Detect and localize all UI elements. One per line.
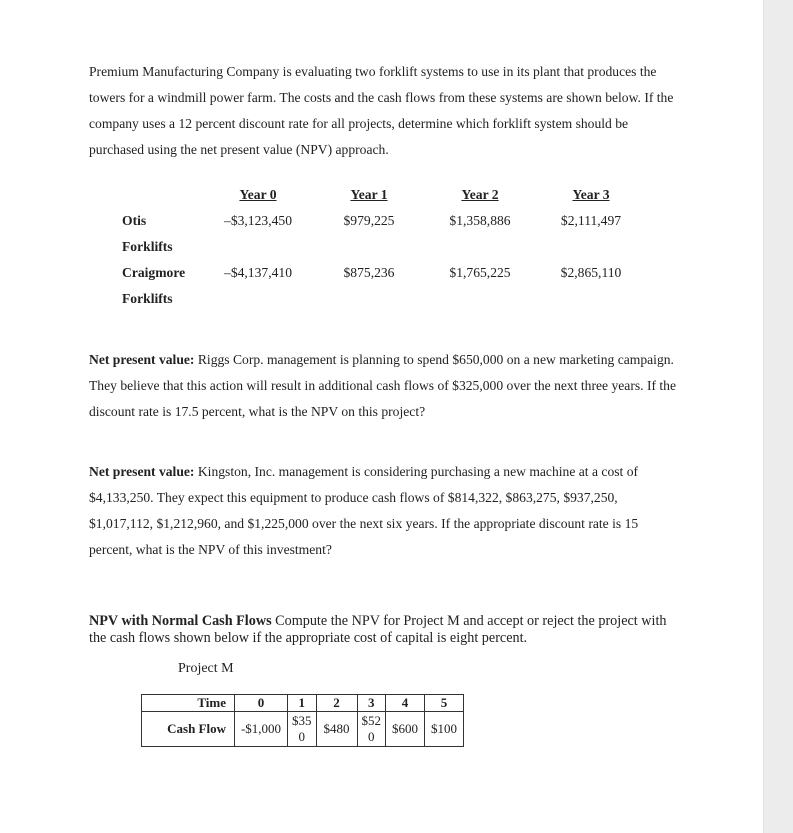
- time-cell: 0: [235, 695, 288, 712]
- vertical-scrollbar[interactable]: [763, 0, 793, 833]
- header-year-0: Year 0: [239, 187, 277, 202]
- cash-flow-value-wrap: 0: [368, 729, 375, 744]
- otis-year-1: $979,225: [343, 213, 395, 228]
- problem-1-text: Premium Manufacturing Company is evaluating two forklift systems to use in its plant that produces the towers for a windmill power farm. The costs and the cash flows from these systems are shown below. If the company uses a 12 percent discount rate for all projects, determine which forklift system should be purchased using the net present value (NPV) approach.: [89, 64, 674, 157]
- time-cell: 3: [357, 695, 386, 712]
- otis-year-3: $2,111,497: [560, 213, 622, 228]
- time-cell: 5: [425, 695, 464, 712]
- cash-flow-value: $480: [323, 721, 350, 736]
- cash-flow-value-wrap: 0: [298, 729, 305, 744]
- cash-flow-value: $52: [361, 713, 381, 728]
- time-cell: 4: [386, 695, 425, 712]
- cash-flow-cell: [357, 712, 386, 747]
- craigmore-year-1: $875,236: [343, 265, 395, 280]
- craigmore-year-3: $2,865,110: [560, 265, 622, 280]
- otis-year-0: –$3,123,450: [224, 213, 292, 228]
- problem-3-paragraph: [89, 459, 679, 563]
- problem-4-text: Compute the NPV for Project M and accept or reject the project with the cash flows shown below if the appropriate cost of capital is eight percent.: [89, 613, 667, 646]
- cash-flow-cell: [316, 712, 357, 747]
- problem-1-paragraph: [89, 59, 679, 163]
- cash-flow-cell: [235, 712, 288, 747]
- cash-flow-cell: [288, 712, 317, 747]
- problem-4-title: NPV with Normal Cash Flows: [89, 613, 272, 629]
- problem-3-text: Kingston, Inc. management is considering purchasing a new machine at a cost of $4,133,250. They expect this equipment to produce cash flows of $814,322, $863,275, $937,250, $1,017,112, $1,212,960, and $1,225,000 over the next six years. If the appropriate discount rate is 15 percent, what is the NPV of this investment?: [89, 464, 639, 557]
- time-row: [142, 695, 464, 712]
- time-cell: 2: [316, 695, 357, 712]
- row-label-craigmore-forklifts: Forklifts: [122, 291, 173, 306]
- row-label-otis: Otis: [122, 213, 147, 228]
- cash-flow-value: $35: [292, 713, 312, 728]
- cash-flow-cell: [386, 712, 425, 747]
- cash-flow-cell: [425, 712, 464, 747]
- project-m-cash-flow-table: [141, 694, 464, 747]
- problem-3-title: Net present value:: [89, 464, 195, 479]
- cash-flow-value: $100: [431, 721, 457, 736]
- header-year-2: Year 2: [461, 187, 499, 202]
- time-cell: 1: [288, 695, 317, 712]
- cash-flow-row: [142, 712, 464, 747]
- problem-2-title: Net present value:: [89, 352, 195, 367]
- craigmore-year-2: $1,765,225: [449, 265, 511, 280]
- cash-flow-value: -$1,000: [240, 721, 282, 736]
- craigmore-year-0: –$4,137,410: [224, 265, 292, 280]
- problem-2-text: Riggs Corp. management is planning to spend $650,000 on a new marketing campaign. They believe that this action will result in additional cash flows of $325,000 over the next three years. If the discount rate is 17.5 percent, what is the NPV on this project?: [89, 352, 677, 419]
- problem-4-paragraph: [89, 613, 679, 647]
- row-label-craigmore: Craigmore: [122, 265, 186, 280]
- cash-flow-value: $600: [392, 721, 418, 736]
- project-m-label: Project M: [178, 661, 234, 676]
- cash-flow-label: Cash Flow: [142, 712, 235, 747]
- problem-2-paragraph: [89, 347, 679, 425]
- row-label-otis-forklifts: Forklifts: [122, 239, 173, 254]
- time-label: Time: [142, 695, 235, 712]
- otis-year-2: $1,358,886: [449, 213, 511, 228]
- header-year-1: Year 1: [350, 187, 388, 202]
- header-year-3: Year 3: [572, 187, 610, 202]
